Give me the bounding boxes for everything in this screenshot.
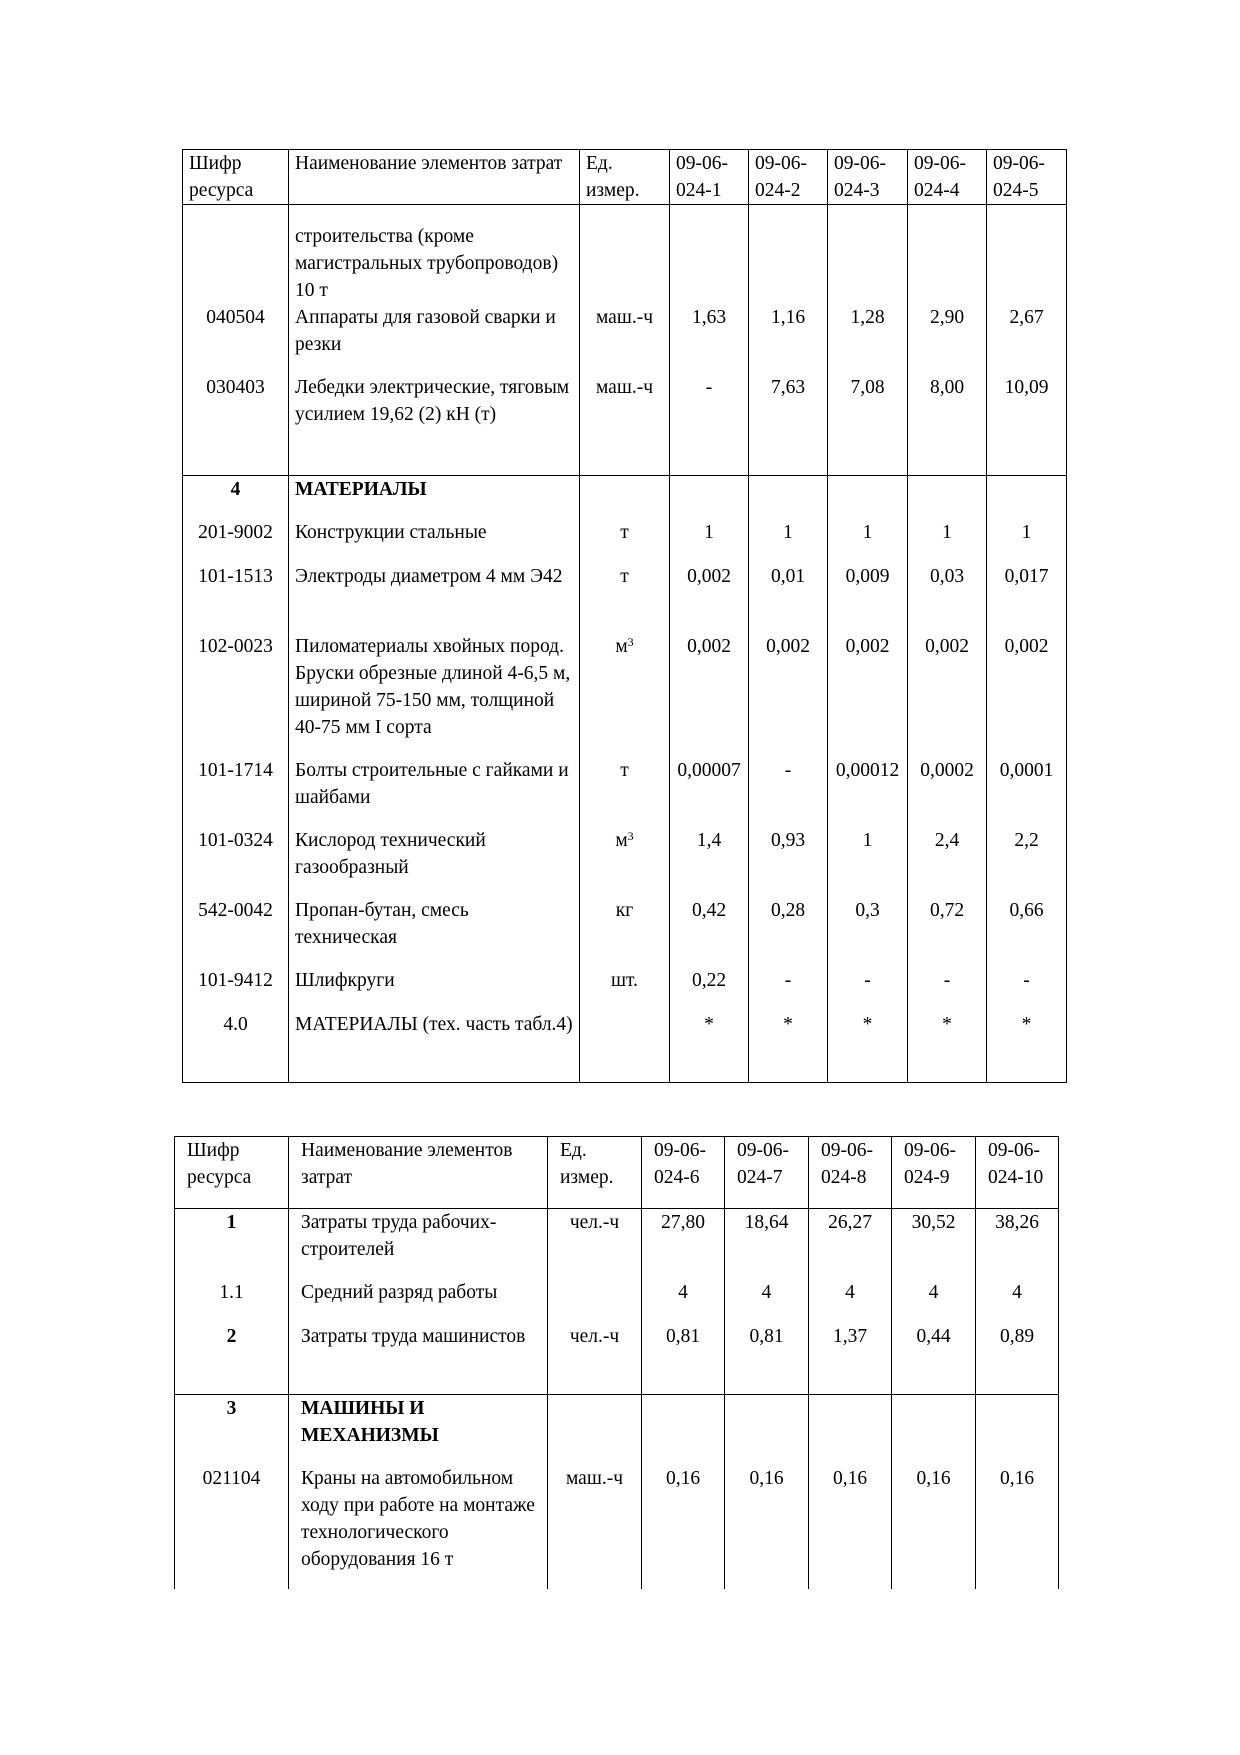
row-value: 1 — [828, 827, 908, 897]
row-unit: маш.-ч — [580, 304, 670, 374]
col-header-norm: 09-06-024-5 — [987, 150, 1067, 205]
row-value: - — [670, 374, 749, 475]
row-value: 0,66 — [987, 897, 1067, 967]
row-name: Болты строительные с гайками и шайбами — [289, 757, 580, 827]
row-name: Аппараты для газовой сварки и резки — [289, 304, 580, 374]
row-code: 101-1714 — [183, 757, 289, 827]
row-name: Кислород технический газообразный — [289, 827, 580, 897]
row-value: - — [908, 967, 987, 1011]
table-row — [183, 205, 1067, 305]
resource-table-2 — [174, 1136, 1059, 1589]
table-row — [183, 897, 1067, 967]
row-name: Пиломатериалы хвойных пород. Бруски обрезные длиной 4-6,5 м, шириной 75-150 мм, толщиной 40-75 мм I сорта — [289, 633, 580, 757]
col-header-norm: 09-06-024-2 — [749, 150, 828, 205]
row-value: 2,67 — [987, 304, 1067, 374]
row-code: 542-0042 — [183, 897, 289, 967]
row-value: 0,42 — [670, 897, 749, 967]
row-value: 0,002 — [828, 633, 908, 757]
row-name: Шлифкруги — [289, 967, 580, 1011]
row-code: 040504 — [183, 304, 289, 374]
row-code: 101-9412 — [183, 967, 289, 1011]
row-name: Электроды диаметром 4 мм Э42 — [289, 563, 580, 633]
table-row — [183, 757, 1067, 827]
row-value: 0,81 — [642, 1323, 725, 1395]
row-value: 7,08 — [828, 374, 908, 475]
row-value: * — [828, 1011, 908, 1082]
col-header-unit: Ед. измер. — [548, 1137, 642, 1209]
section-code: 3 — [175, 1395, 289, 1465]
row-value: * — [908, 1011, 987, 1082]
row-value: 4 — [976, 1279, 1059, 1323]
row-unit: маш.-ч — [548, 1465, 642, 1589]
row-value: 38,26 — [976, 1209, 1059, 1279]
row-value: 1,37 — [809, 1323, 892, 1395]
row-value: 1 — [987, 519, 1067, 563]
row-unit: т — [580, 519, 670, 563]
row-code: 1 — [175, 1209, 289, 1279]
row-value: 0,72 — [908, 897, 987, 967]
row-value: - — [828, 967, 908, 1011]
row-unit — [548, 1279, 642, 1323]
row-code: 101-1513 — [183, 563, 289, 633]
row-value: * — [987, 1011, 1067, 1082]
row-value: 4 — [892, 1279, 976, 1323]
row-value: 4 — [642, 1279, 725, 1323]
table-row — [183, 827, 1067, 897]
row-unit: $м^3$ — [580, 633, 670, 757]
row-value: 0,44 — [892, 1323, 976, 1395]
row-unit: т — [580, 563, 670, 633]
row-value: 0,89 — [976, 1323, 1059, 1395]
row-value: - — [749, 967, 828, 1011]
section-code: 4 — [183, 475, 289, 519]
row-value: 2,4 — [908, 827, 987, 897]
row-name: МАТЕРИАЛЫ (тех. часть табл.4) — [289, 1011, 580, 1082]
row-value: 1,28 — [828, 304, 908, 374]
row-unit: $м^3$ — [580, 827, 670, 897]
section-row-machines — [175, 1395, 1059, 1465]
col-header-name: Наименование элементов затрат — [289, 150, 580, 205]
row-name: Пропан-бутан, смесь техническая — [289, 897, 580, 967]
row-code: 021104 — [175, 1465, 289, 1589]
table-row — [175, 1209, 1059, 1279]
row-value: 0,01 — [749, 563, 828, 633]
row-value: 0,009 — [828, 563, 908, 633]
row-value: 0,28 — [749, 897, 828, 967]
row-value: 4 — [809, 1279, 892, 1323]
table-header-row — [175, 1137, 1059, 1209]
row-unit: маш.-ч — [580, 374, 670, 475]
row-unit: кг — [580, 897, 670, 967]
row-value: 0,002 — [749, 633, 828, 757]
row-value: * — [749, 1011, 828, 1082]
row-unit: т — [580, 757, 670, 827]
row-value: 26,27 — [809, 1209, 892, 1279]
row-value: 0,16 — [642, 1465, 725, 1589]
row-value: 0,0002 — [908, 757, 987, 827]
col-header-norm: 09-06-024-1 — [670, 150, 749, 205]
row-unit: чел.-ч — [548, 1323, 642, 1395]
row-code: 2 — [175, 1323, 289, 1395]
row-value: 0,16 — [725, 1465, 809, 1589]
row-value: 0,81 — [725, 1323, 809, 1395]
row-value: - — [749, 757, 828, 827]
row-value: 10,09 — [987, 374, 1067, 475]
col-header-code: Шифр ресурса — [175, 1137, 289, 1209]
row-code: 101-0324 — [183, 827, 289, 897]
row-code: 201-9002 — [183, 519, 289, 563]
row-code: 030403 — [183, 374, 289, 475]
section-title: МАШИНЫ И МЕХАНИЗМЫ — [289, 1395, 548, 1465]
row-name: Краны на автомобильном ходу при работе на монтаже технологического оборудования 16 т — [289, 1465, 548, 1589]
row-value: 1,16 — [749, 304, 828, 374]
table-row — [183, 374, 1067, 475]
row-value: 0,22 — [670, 967, 749, 1011]
row-value: 1 — [749, 519, 828, 563]
row-name: Затраты труда машинистов — [289, 1323, 548, 1395]
row-unit — [580, 1011, 670, 1082]
row-value: 0,16 — [976, 1465, 1059, 1589]
row-value: 1 — [908, 519, 987, 563]
col-header-norm: 09-06-024-4 — [908, 150, 987, 205]
table-row — [183, 563, 1067, 633]
col-header-norm: 09-06-024-6 — [642, 1137, 725, 1209]
col-header-norm: 09-06-024-7 — [725, 1137, 809, 1209]
section-row-materials — [183, 475, 1067, 519]
row-value: 0,93 — [749, 827, 828, 897]
row-value: 0,002 — [670, 563, 749, 633]
col-header-norm: 09-06-024-3 — [828, 150, 908, 205]
table-row — [183, 519, 1067, 563]
col-header-code: Шифр ресурса — [183, 150, 289, 205]
col-header-unit: Ед. измер. — [580, 150, 670, 205]
row-value: 2,2 — [987, 827, 1067, 897]
row-value: 0,03 — [908, 563, 987, 633]
resource-table-1 — [182, 149, 1067, 1083]
row-name: Средний разряд работы — [289, 1279, 548, 1323]
row-value: 0,16 — [809, 1465, 892, 1589]
col-header-norm: 09-06-024-9 — [892, 1137, 976, 1209]
row-value: 4 — [725, 1279, 809, 1323]
row-value: 0,002 — [908, 633, 987, 757]
col-header-norm: 09-06-024-10 — [976, 1137, 1059, 1209]
row-name: строительства (кроме магистральных трубопроводов) 10 т — [289, 205, 580, 305]
row-value: 30,52 — [892, 1209, 976, 1279]
row-value: 0,017 — [987, 563, 1067, 633]
row-value: 0,16 — [892, 1465, 976, 1589]
table-header-row — [183, 150, 1067, 205]
row-value: 0,00012 — [828, 757, 908, 827]
row-code: 102-0023 — [183, 633, 289, 757]
row-name: Конструкции стальные — [289, 519, 580, 563]
row-value: 1 — [828, 519, 908, 563]
col-header-name: Наименование элементов затрат — [289, 1137, 548, 1209]
row-unit: шт. — [580, 967, 670, 1011]
row-name: Лебедки электрические, тяговым усилием 19,62 (2) кН (т) — [289, 374, 580, 475]
row-code: 1.1 — [175, 1279, 289, 1323]
row-value: 0,00007 — [670, 757, 749, 827]
table-row — [175, 1323, 1059, 1395]
section-title: МАТЕРИАЛЫ — [289, 475, 580, 519]
row-value: 1,63 — [670, 304, 749, 374]
row-value: 1 — [670, 519, 749, 563]
table-row — [183, 967, 1067, 1011]
row-value: - — [987, 967, 1067, 1011]
row-value: * — [670, 1011, 749, 1082]
row-value: 0,3 — [828, 897, 908, 967]
table-row — [175, 1279, 1059, 1323]
row-value: 0,0001 — [987, 757, 1067, 827]
row-value: 27,80 — [642, 1209, 725, 1279]
row-unit: чел.-ч — [548, 1209, 642, 1279]
table-row — [183, 633, 1067, 757]
col-header-norm: 09-06-024-8 — [809, 1137, 892, 1209]
row-value: 18,64 — [725, 1209, 809, 1279]
row-code: 4.0 — [183, 1011, 289, 1082]
row-value: 0,002 — [987, 633, 1067, 757]
table-row — [183, 1011, 1067, 1082]
row-value: 7,63 — [749, 374, 828, 475]
row-name: Затраты труда рабочих-строителей — [289, 1209, 548, 1279]
row-value: 8,00 — [908, 374, 987, 475]
row-value: 0,002 — [670, 633, 749, 757]
table-row — [175, 1465, 1059, 1589]
row-value: 2,90 — [908, 304, 987, 374]
table-row — [183, 304, 1067, 374]
row-value: 1,4 — [670, 827, 749, 897]
